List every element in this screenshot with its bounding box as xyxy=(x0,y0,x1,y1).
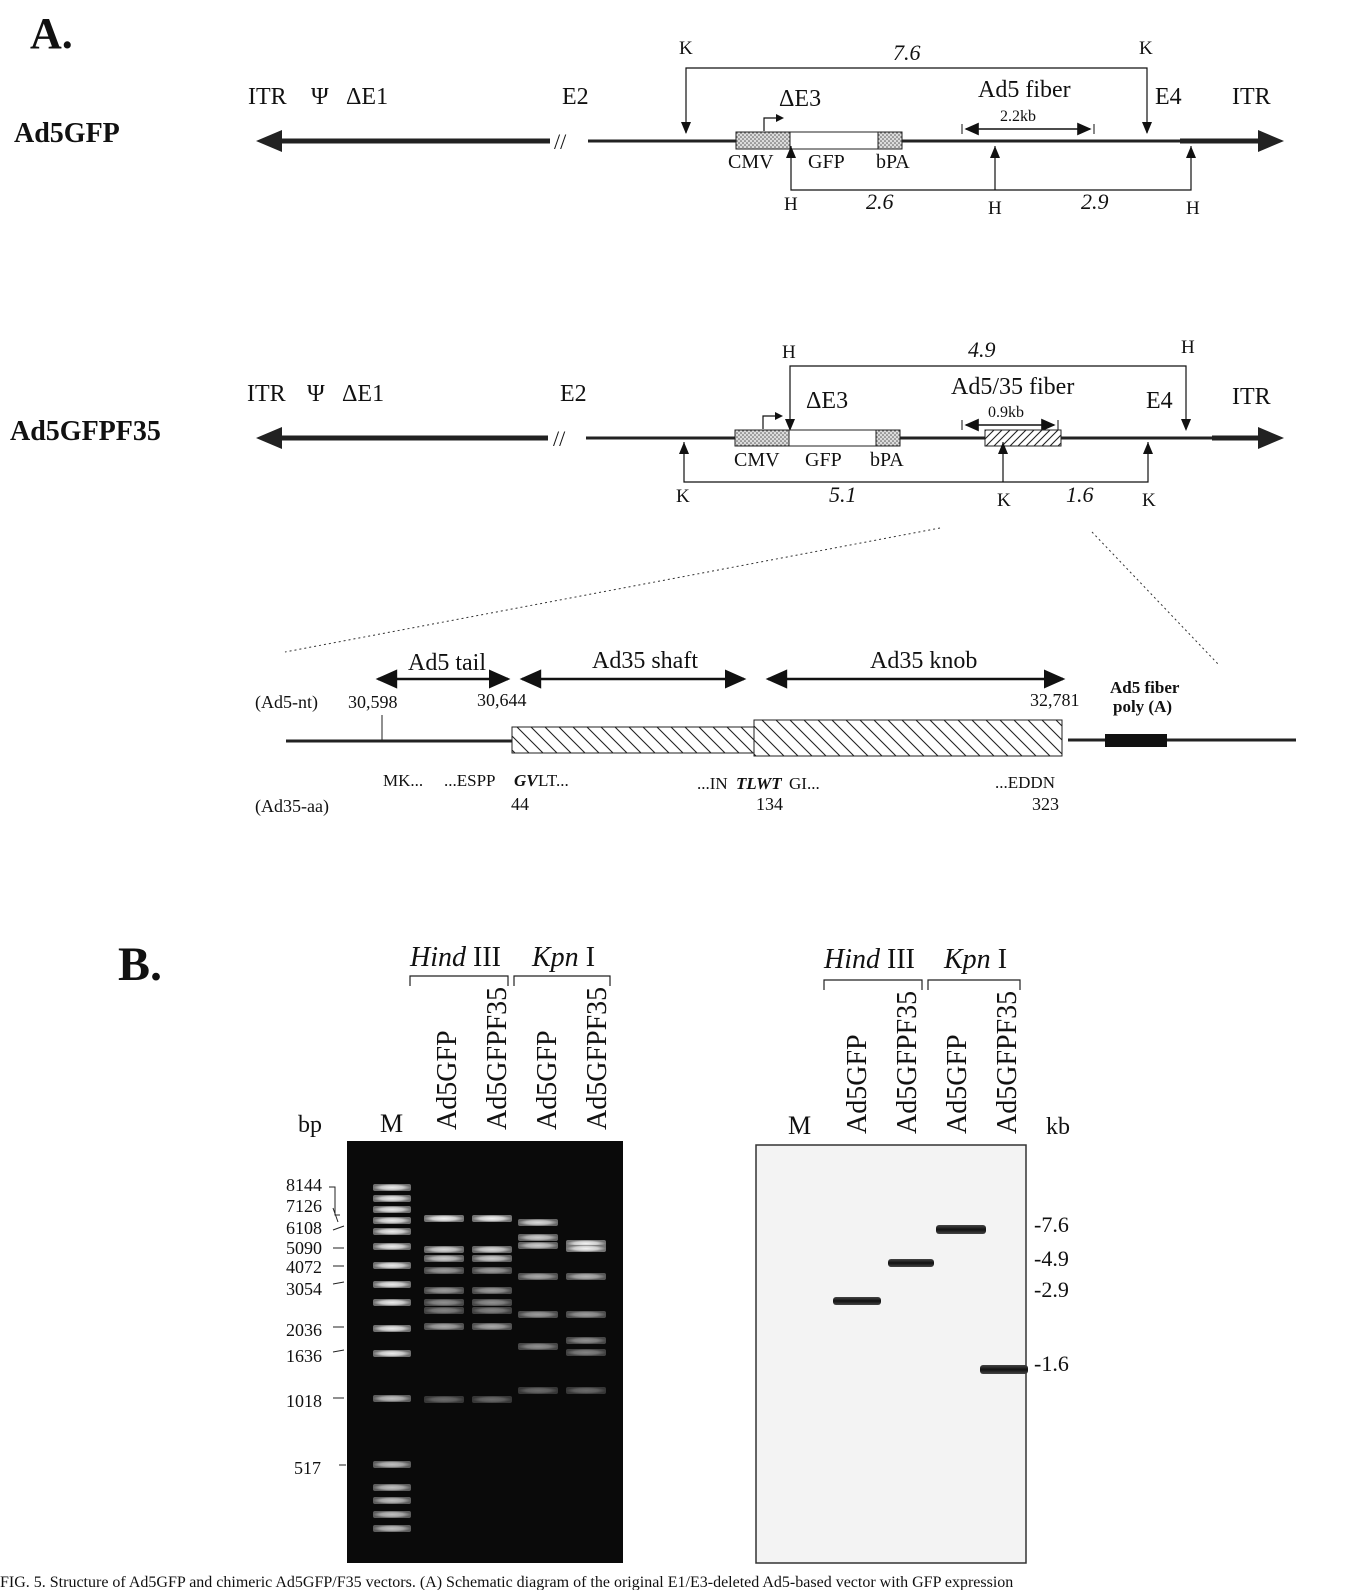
h-site-3: H xyxy=(1186,198,1200,219)
sample-band-lane-2 xyxy=(472,1299,512,1306)
aa-position-2: 134 xyxy=(756,794,783,814)
bpa-label: bPA xyxy=(876,151,910,173)
sample-band-lane-2 xyxy=(472,1246,512,1253)
sample-band-lane-1 xyxy=(424,1246,464,1253)
sample-band-lane-2 xyxy=(472,1255,512,1262)
psi-label: Ψ xyxy=(311,84,329,110)
sample-band-lane-2 xyxy=(472,1215,512,1222)
ladder-band xyxy=(373,1228,411,1235)
polya-label-line2: poly (A) xyxy=(1113,697,1173,716)
sample-band-lane-3 xyxy=(518,1311,558,1318)
blot-lane-2-label: Ad5GFPF35 xyxy=(892,990,923,1134)
promoter-arrowhead xyxy=(775,412,783,420)
k-site-1: K xyxy=(676,486,690,507)
seq-3-rest: LT... xyxy=(538,771,569,790)
gel-headers xyxy=(298,942,613,1138)
k-site-left: K xyxy=(679,38,693,59)
blot-enzyme2: Kpn I xyxy=(944,944,1008,975)
sample-band-lane-1 xyxy=(424,1299,464,1306)
ladder-band xyxy=(373,1281,411,1288)
k-fragment-size-1: 5.1 xyxy=(829,482,857,507)
gel-lane-1-label: Ad5GFP xyxy=(432,1030,463,1130)
ladder-band xyxy=(373,1350,411,1357)
blot-band-ad5gfpf35-hindiii xyxy=(888,1259,934,1267)
promoter-arrow xyxy=(764,118,778,131)
nt-position-2: 30,644 xyxy=(477,690,527,710)
knob-box xyxy=(754,720,1062,756)
ladder-band xyxy=(373,1461,411,1468)
southern-blot xyxy=(756,1145,1028,1563)
panel-a-label: A. xyxy=(30,9,73,58)
cmv-box xyxy=(735,430,789,446)
gfp-box xyxy=(789,430,876,446)
genome-left-arrowhead xyxy=(256,427,282,449)
genome-left-arrowhead xyxy=(256,130,282,152)
h-fragment-size-1: 2.6 xyxy=(866,189,894,214)
nt-position-1: 30,598 xyxy=(348,692,398,712)
h-site-right: H xyxy=(1181,337,1195,358)
nt-position-3: 32,781 xyxy=(1030,690,1080,710)
sample-band-lane-3 xyxy=(518,1387,558,1394)
gfp-box xyxy=(790,132,878,149)
blot-enzyme1: Hind III xyxy=(824,944,915,975)
h-fragment-size-2: 2.9 xyxy=(1081,189,1109,214)
k-fragment-size: 7.6 xyxy=(893,40,921,65)
ladder-band xyxy=(373,1395,411,1402)
blot-size-2.9: -2.9 xyxy=(1034,1277,1069,1302)
h-fragment-size: 4.9 xyxy=(968,337,996,362)
gel-unit-label: bp xyxy=(298,1112,322,1138)
h-site-arrow-2 xyxy=(990,146,1000,158)
ladder-band xyxy=(373,1206,411,1213)
blot-lane-4-label: Ad5GFPF35 xyxy=(992,990,1023,1134)
sample-band-lane-2 xyxy=(472,1287,512,1294)
cmv-box xyxy=(736,132,790,149)
seq-5: ...EDDN xyxy=(995,773,1055,792)
gel-enzyme2: Kpn I xyxy=(532,942,596,973)
blot-background xyxy=(756,1145,1026,1563)
gel-marker-label: M xyxy=(380,1109,404,1138)
sample-band-lane-4 xyxy=(566,1273,606,1280)
e4-label: E4 xyxy=(1146,388,1173,414)
h-site-arrow-left xyxy=(785,419,795,431)
agarose-gel xyxy=(347,1141,623,1563)
sample-band-lane-4 xyxy=(566,1387,606,1394)
e4-label: E4 xyxy=(1155,84,1182,110)
blot-marker-label: M xyxy=(788,1111,812,1140)
ladder-2036: 2036 xyxy=(286,1320,322,1340)
genome-right-arrowhead xyxy=(1258,427,1284,449)
gel-enzyme2-bracket xyxy=(514,976,610,986)
construct-ad5gfpf35 xyxy=(10,337,1284,511)
sample-band-lane-1 xyxy=(424,1396,464,1403)
e2-label: E2 xyxy=(562,84,589,110)
fiber-size-label: 0.9kb xyxy=(988,404,1024,421)
k-site-3: K xyxy=(1142,490,1156,511)
e2-label: E2 xyxy=(560,381,587,407)
knob-label: Ad35 knob xyxy=(870,648,978,674)
gel-lane-4-label: Ad5GFPF35 xyxy=(582,986,613,1130)
h-site-2: H xyxy=(988,198,1002,219)
sample-band-lane-4 xyxy=(566,1245,606,1252)
sample-band-lane-2 xyxy=(472,1323,512,1330)
ladder-band xyxy=(373,1217,411,1224)
ladder-band xyxy=(373,1299,411,1306)
construct1-name: Ad5GFP xyxy=(14,118,120,149)
promoter-arrowhead xyxy=(776,114,784,122)
gel-lane-3-label: Ad5GFP xyxy=(532,1030,563,1130)
psi-label: Ψ xyxy=(307,381,325,407)
itr-right-label: ITR xyxy=(1232,384,1271,410)
bpa-box xyxy=(878,132,902,149)
h-site-arrow-3 xyxy=(1186,146,1196,158)
chimeric-fiber-box xyxy=(985,430,1061,446)
aa-position-3: 323 xyxy=(1032,794,1059,814)
sample-band-lane-4 xyxy=(566,1349,606,1356)
itr-left-label: ITR xyxy=(248,84,287,110)
aa-row-label: (Ad35-aa) xyxy=(255,796,329,816)
sample-band-lane-1 xyxy=(424,1215,464,1222)
tail-label: Ad5 tail xyxy=(408,650,486,676)
h-site-left: H xyxy=(782,342,796,363)
h-fragment-bracket xyxy=(791,146,1191,190)
zoom-line-right xyxy=(1092,532,1218,664)
gfp-label: GFP xyxy=(808,151,845,173)
bpa-label: bPA xyxy=(870,449,904,471)
ladder-band xyxy=(373,1511,411,1518)
k-site-right: K xyxy=(1139,38,1153,59)
sample-band-lane-3 xyxy=(518,1234,558,1241)
ladder-band xyxy=(373,1497,411,1504)
blot-size-4.9: -4.9 xyxy=(1034,1246,1069,1271)
de1-label: ΔE1 xyxy=(346,84,389,110)
fiber-size-label: 2.2kb xyxy=(1000,108,1036,125)
blot-band-ad5gfpf35-kpni xyxy=(980,1365,1028,1374)
sample-band-lane-2 xyxy=(472,1307,512,1314)
fiber-label: Ad5 fiber xyxy=(978,77,1071,103)
sample-band-lane-2 xyxy=(472,1396,512,1403)
itr-right-label: ITR xyxy=(1232,84,1271,110)
ladder-band xyxy=(373,1195,411,1202)
genome-break-mark: // xyxy=(553,426,566,451)
ladder-5090: 5090 xyxy=(286,1238,322,1258)
blot-size-1.6: -1.6 xyxy=(1034,1351,1069,1376)
ladder-6108: 6108 xyxy=(286,1218,322,1238)
ladder-band xyxy=(373,1243,411,1250)
seq-1: MK... xyxy=(383,771,424,790)
k-site-arrow-left xyxy=(681,122,691,134)
blot-lane-3-label: Ad5GFP xyxy=(942,1034,973,1134)
blot-size-7.6: -7.6 xyxy=(1034,1212,1069,1237)
genome-right-arrowhead xyxy=(1258,130,1284,152)
ladder-band xyxy=(373,1184,411,1191)
sample-band-lane-1 xyxy=(424,1307,464,1314)
gel-enzyme1: Hind III xyxy=(410,942,501,973)
ladder-band xyxy=(373,1325,411,1332)
gel-lane-2-label: Ad5GFPF35 xyxy=(482,986,513,1130)
ladder-3054: 3054 xyxy=(286,1279,322,1299)
k-fragment-bracket xyxy=(686,68,1147,133)
blot-size-labels xyxy=(1034,1212,1069,1376)
construct2-name: Ad5GFPF35 xyxy=(10,416,161,447)
ladder-8144: 8144 xyxy=(286,1175,322,1195)
genome-break-mark: // xyxy=(554,129,567,154)
sample-band-lane-4 xyxy=(566,1311,606,1318)
ladder-1018: 1018 xyxy=(286,1391,322,1411)
ladder-517: 517 xyxy=(294,1458,321,1478)
sample-band-lane-1 xyxy=(424,1323,464,1330)
bpa-box xyxy=(876,430,900,446)
promoter-arrow xyxy=(763,416,777,429)
k-site-arrow-right xyxy=(1142,122,1152,134)
sample-band-lane-4 xyxy=(566,1337,606,1344)
sample-band-lane-1 xyxy=(424,1255,464,1262)
ladder-7126: 7126 xyxy=(286,1196,322,1216)
seq-4-post: GI... xyxy=(789,774,820,793)
polya-label-line1: Ad5 fiber xyxy=(1110,678,1180,697)
sample-band-lane-2 xyxy=(472,1267,512,1274)
panel-b-label: B. xyxy=(118,938,163,991)
sample-band-lane-3 xyxy=(518,1273,558,1280)
zoom-line-left xyxy=(285,528,940,652)
de3-label: ΔE3 xyxy=(806,388,849,414)
seq-2: ...ESPP xyxy=(444,771,496,790)
ladder-band xyxy=(373,1484,411,1491)
shaft-label: Ad35 shaft xyxy=(592,648,698,674)
figure-caption: FIG. 5. Structure of Ad5GFP and chimeric Ad5GFP/F35 vectors. (A) Schematic diagram of the original E1/E3-deleted Ad5-based vector with GFP expression xyxy=(0,1574,1014,1590)
k-site-arrow-1 xyxy=(679,442,689,454)
k-site-arrow-3 xyxy=(1143,442,1153,454)
cmv-label: CMV xyxy=(734,449,780,471)
cmv-label: CMV xyxy=(728,151,774,173)
blot-enzyme2-bracket xyxy=(928,980,1020,990)
seq-4-pre: ...IN xyxy=(697,774,728,793)
k-site-2: K xyxy=(997,490,1011,511)
blot-unit-label: kb xyxy=(1046,1114,1070,1140)
polya-box xyxy=(1105,734,1167,747)
sample-band-lane-3 xyxy=(518,1242,558,1249)
sample-band-lane-1 xyxy=(424,1287,464,1294)
k-fragment-size-2: 1.6 xyxy=(1066,482,1094,507)
gfp-label: GFP xyxy=(805,449,842,471)
itr-left-label: ITR xyxy=(247,381,286,407)
fiber-label: Ad5/35 fiber xyxy=(951,374,1075,400)
blot-enzyme1-bracket xyxy=(824,980,922,990)
gel-enzyme1-bracket xyxy=(410,976,508,986)
sample-band-lane-3 xyxy=(518,1219,558,1226)
ladder-ticks xyxy=(329,1187,346,1465)
seq-3-bold: GV xyxy=(514,771,538,790)
construct-ad5gfp xyxy=(14,38,1284,219)
nt-row-label: (Ad5-nt) xyxy=(255,692,318,712)
blot-band-ad5gfp-kpni xyxy=(936,1225,986,1234)
blot-lane-1-label: Ad5GFP xyxy=(842,1034,873,1134)
ladder-band xyxy=(373,1262,411,1269)
ladder-1636: 1636 xyxy=(286,1346,322,1366)
ladder-labels xyxy=(286,1175,346,1478)
shaft-box xyxy=(512,727,754,753)
sample-band-lane-3 xyxy=(518,1343,558,1350)
ladder-band xyxy=(373,1525,411,1532)
seq-4-bold: TLWT xyxy=(736,774,782,793)
de3-label: ΔE3 xyxy=(779,86,822,112)
sample-band-lane-1 xyxy=(424,1267,464,1274)
fiber-detail xyxy=(255,648,1296,817)
blot-headers xyxy=(788,944,1070,1140)
blot-band-ad5gfp-hindiii xyxy=(833,1297,881,1305)
aa-position-1: 44 xyxy=(511,794,529,814)
ladder-4072: 4072 xyxy=(286,1257,322,1277)
h-site-1: H xyxy=(784,194,798,215)
h-site-arrow-right xyxy=(1181,419,1191,431)
de1-label: ΔE1 xyxy=(342,381,385,407)
